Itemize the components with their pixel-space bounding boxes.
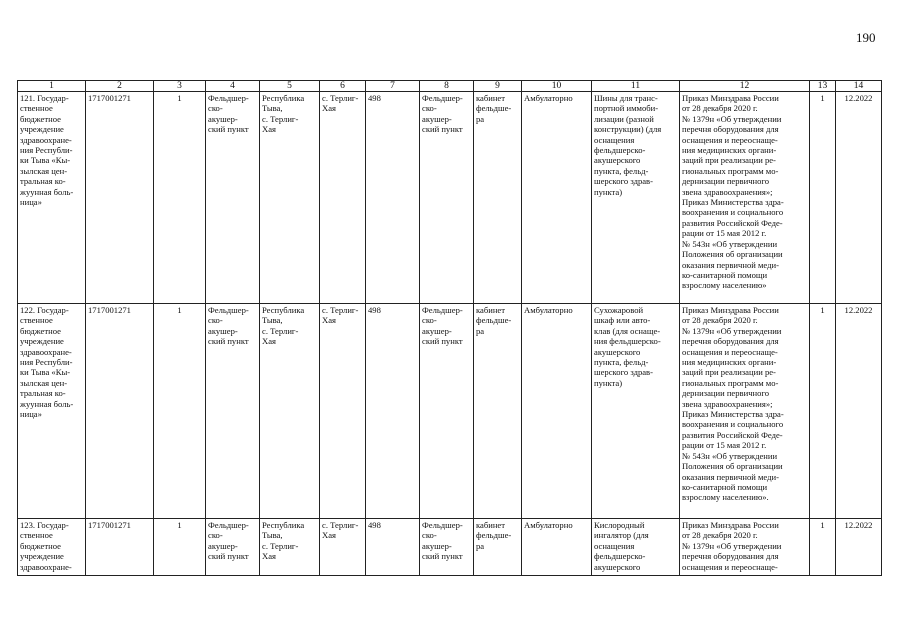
address-cell: Республика Тыва, с. Терлиг- Хая (260, 519, 320, 576)
header-cell: 12 (680, 81, 810, 92)
count-cell: 1 (154, 519, 206, 576)
unit-type-cell: Фельдшер- ско- акушер- ский пункт (206, 92, 260, 304)
equipment-cell: Шины для транс- портной иммоби- лизации (разной конструкции) (для оснащения фельдшерско- акушерского пункта, фельд- шерского здрав- пункта) (592, 92, 680, 304)
equipment-table (17, 80, 882, 576)
equipment-cell: Сухожаровой шкаф или авто- клав (для оснаще- ния фельдшерско- акушерского пункта, фельд- шерского здрав- пункта) (592, 304, 680, 519)
header-cell: 2 (86, 81, 154, 92)
care-condition-cell: Амбулаторно (522, 92, 592, 304)
settlement-cell: с. Терлиг- Хая (320, 519, 366, 576)
address-cell: Республика Тыва, с. Терлиг- Хая (260, 92, 320, 304)
header-cell: 14 (836, 81, 882, 92)
care-condition-cell: Амбулаторно (522, 304, 592, 519)
header-cell: 9 (474, 81, 522, 92)
room-cell: кабинет фельдше- ра (474, 92, 522, 304)
count-cell: 1 (154, 92, 206, 304)
regulation-cell: Приказ Минздрава России от 28 декабря 2020 г. № 1379н «Об утверждении перечня оборудования для оснащения и переоснаще- ния медицинских органи- заций при реализации ре- гиональных программ мо- дернизации первичного звена здравоохранения»; Приказ Министерства здра- воохранения и социального развития Российской Феде- рации от 15 мая 2012 г. № 543н «Об утверждении Положения об организации оказания первичной меди- ко-санитарной помощи взрослому населению» (680, 92, 810, 304)
header-cell: 3 (154, 81, 206, 92)
quantity-cell: 1 (810, 519, 836, 576)
header-cell: 11 (592, 81, 680, 92)
quantity-cell: 1 (810, 92, 836, 304)
care-condition-cell: Амбулаторно (522, 519, 592, 576)
division-cell: Фельдшер- ско- акушер- ский пункт (420, 304, 474, 519)
division-cell: Фельдшер- ско- акушер- ский пункт (420, 519, 474, 576)
header-cell: 8 (420, 81, 474, 92)
quantity-cell: 1 (810, 304, 836, 519)
equipment-cell: Кислородный ингалятор (для оснащения фельдшерско- акушерского (592, 519, 680, 576)
date-cell: 12.2022 (836, 92, 882, 304)
room-cell: кабинет фельдше- ра (474, 519, 522, 576)
header-cell: 5 (260, 81, 320, 92)
unit-type-cell: Фельдшер- ско- акушер- ский пункт (206, 304, 260, 519)
regulation-cell: Приказ Минздрава России от 28 декабря 2020 г. № 1379н «Об утверждении перечня оборудования для оснащения и переоснаще- (680, 519, 810, 576)
inn-cell: 1717001271 (86, 304, 154, 519)
header-row (18, 81, 882, 92)
header-cell: 4 (206, 81, 260, 92)
header-cell: 13 (810, 81, 836, 92)
header-cell: 7 (366, 81, 420, 92)
header-cell: 6 (320, 81, 366, 92)
table-row (18, 304, 882, 519)
unit-type-cell: Фельдшер- ско- акушер- ский пункт (206, 519, 260, 576)
inn-cell: 1717001271 (86, 92, 154, 304)
header-cell: 1 (18, 81, 86, 92)
organization-cell: 122. Государ- ственное бюджетное учреждение здравоохране- ния Республи- ки Тыва «Кы- зылская цен- тральная ко- жуунная боль- ница» (18, 304, 86, 519)
settlement-cell: с. Терлиг- Хая (320, 92, 366, 304)
population-cell: 498 (366, 304, 420, 519)
division-cell: Фельдшер- ско- акушер- ский пункт (420, 92, 474, 304)
date-cell: 12.2022 (836, 519, 882, 576)
settlement-cell: с. Терлиг- Хая (320, 304, 366, 519)
table-row (18, 519, 882, 576)
table-row (18, 92, 882, 304)
date-cell: 12.2022 (836, 304, 882, 519)
population-cell: 498 (366, 519, 420, 576)
address-cell: Республика Тыва, с. Терлиг- Хая (260, 304, 320, 519)
organization-cell: 123. Государ- ственное бюджетное учреждение здравоохране- (18, 519, 86, 576)
header-cell: 10 (522, 81, 592, 92)
count-cell: 1 (154, 304, 206, 519)
regulation-cell: Приказ Минздрава России от 28 декабря 2020 г. № 1379н «Об утверждении перечня оборудования для оснащения и переоснаще- ния медицинских органи- заций при реализации ре- гиональных программ мо- дернизации первичного звена здравоохранения»; Приказ Министерства здра- воохранения и социального развития Российской Феде- рации от 15 мая 2012 г. № 543н «Об утверждении Положения об организации оказания первичной меди- ко-санитарной помощи взрослому населению». (680, 304, 810, 519)
page-number: 190 (856, 30, 876, 45)
inn-cell: 1717001271 (86, 519, 154, 576)
room-cell: кабинет фельдше- ра (474, 304, 522, 519)
organization-cell: 121. Государ- ственное бюджетное учреждение здравоохране- ния Республи- ки Тыва «Кы- зылская цен- тральная ко- жуунная боль- ница» (18, 92, 86, 304)
population-cell: 498 (366, 92, 420, 304)
